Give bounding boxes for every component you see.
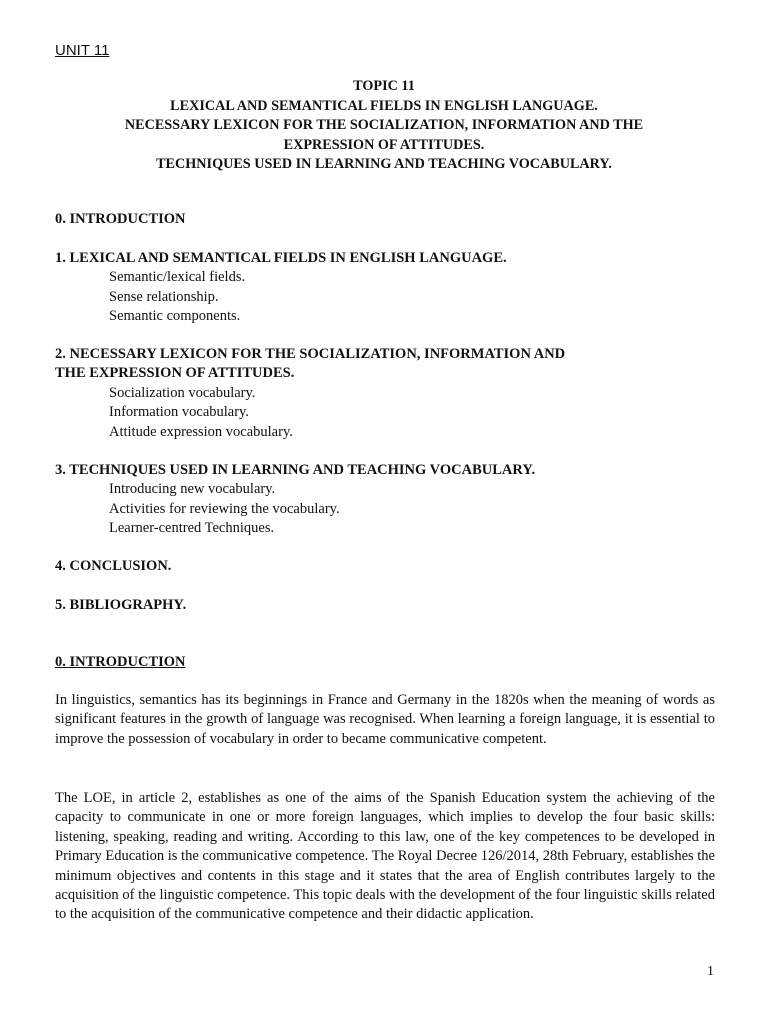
topic-title-block xyxy=(55,77,713,175)
page-number: 1 xyxy=(707,964,714,979)
toc-section-5 xyxy=(55,596,715,615)
toc-section-3 xyxy=(55,461,715,539)
toc-intro xyxy=(55,210,715,229)
toc-section-2 xyxy=(55,345,715,442)
toc-heading: 0. INTRODUCTION xyxy=(55,211,186,227)
topic-title-line: NECESSARY LEXICON FOR THE SOCIALIZATION, INFORMATION AND THE xyxy=(124,117,644,133)
toc-heading: 2. NECESSARY LEXICON FOR THE SOCIALIZATION, INFORMATION AND xyxy=(55,346,566,362)
toc-heading: 4. CONCLUSION. xyxy=(55,558,172,574)
toc-subitem: Learner-centred Techniques. xyxy=(109,520,275,537)
toc-subitem: Introducing new vocabulary. xyxy=(109,481,276,498)
topic-number: TOPIC 11 xyxy=(353,78,415,94)
toc-subitem: Activities for reviewing the vocabulary. xyxy=(109,500,340,517)
toc-heading: 5. BIBLIOGRAPHY. xyxy=(55,597,187,613)
toc-subitem: Sense relationship. xyxy=(109,288,219,305)
paragraph-1: In linguistics, semantics has its beginnings in France and Germany in the 1820s when the meaning of words as significant features in the growth of language was recognised. When learning a foreign language, it is essential to improve the possession of vocabulary in order to became communicative competent. xyxy=(55,692,715,747)
toc-section-1 xyxy=(55,249,715,327)
toc-subitem: Information vocabulary. xyxy=(109,404,249,421)
topic-title-line: EXPRESSION OF ATTITUDES. xyxy=(283,136,485,153)
toc-section-4 xyxy=(55,557,715,576)
toc-subitem: Socialization vocabulary. xyxy=(109,384,256,401)
section-heading-introduction xyxy=(55,653,715,672)
topic-title-line: TECHNIQUES USED IN LEARNING AND TEACHING VOCABULARY. xyxy=(156,156,612,172)
toc-subitem: Semantic/lexical fields. xyxy=(109,269,246,286)
section-heading: 0. INTRODUCTION xyxy=(55,654,186,670)
topic-title-line: LEXICAL AND SEMANTICAL FIELDS IN ENGLISH LANGUAGE. xyxy=(170,97,598,114)
toc-heading: 3. TECHNIQUES USED IN LEARNING AND TEACHING VOCABULARY. xyxy=(55,462,536,478)
toc-subitem: Attitude expression vocabulary. xyxy=(109,423,293,440)
unit-label: UNIT 11 xyxy=(55,42,110,59)
toc-heading: THE EXPRESSION OF ATTITUDES. xyxy=(55,365,295,382)
toc-heading: 1. LEXICAL AND SEMANTICAL FIELDS IN ENGLISH LANGUAGE. xyxy=(55,250,507,266)
paragraph-2: The LOE, in article 2, establishes as one of the aims of the Spanish Education system the achieving of the capacity to communicate in one or more foreign languages, which implies to develop the four basic skills: listening, speaking, reading and writing. According to this law, one of the key competences to be developed in Primary Education is the communicative competence. The Royal Decree 126/2014, 28th February, establishes the minimum objectives and contents in this stage and it states that the area of English contributes largely to the acquisition of the linguistic competence. This topic deals with the development of the four linguistic skills related to the acquisition of the communicative competence and their didactic application. xyxy=(55,790,715,923)
toc-subitem: Semantic components. xyxy=(109,308,241,325)
